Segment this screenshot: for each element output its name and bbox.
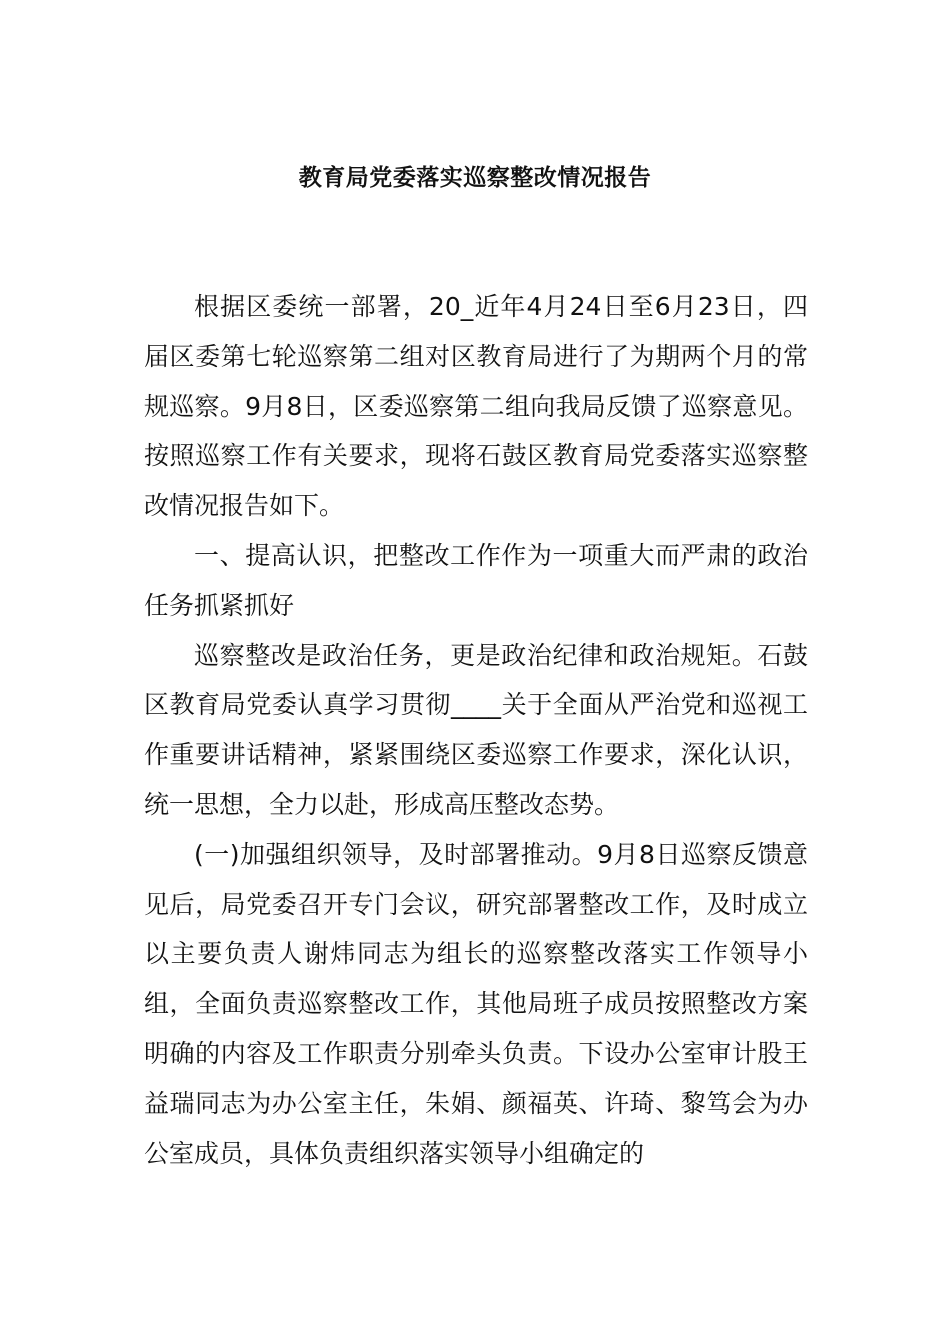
paragraph-section-1: 巡察整改是政治任务，更是政治纪律和政治规矩。石鼓区教育局党委认真学习贯彻____关于全面从严治党和巡视工作重要讲话精神，紧紧围绕区委巡察工作要求，深化认识，统一思想，全力以赴，形成高压整改态势。 xyxy=(144,640,808,819)
section-heading-1: 一、提高认识，把整改工作作为一项重大而严肃的政治任务抓紧抓好 xyxy=(144,540,808,620)
document-body xyxy=(144,282,808,1178)
paragraph-intro: 根据区委统一部署，20_近年4月24日至6月23日，四届区委第七轮巡察第二组对区教育局进行了为期两个月的常规巡察。9月8日，区委巡察第二组向我局反馈了巡察意见。按照巡察工作有关要求，现将石鼓区教育局党委落实巡察整改情况报告如下。 xyxy=(144,292,808,521)
paragraph-subsection-1: (一)加强组织领导，及时部署推动。9月8日巡察反馈意见后，局党委召开专门会议，研究部署整改工作，及时成立以主要负责人谢炜同志为组长的巡察整改落实工作领导小组，全面负责巡察整改工作，其他局班子成员按照整改方案明确的内容及工作职责分别牵头负责。下设办公室审计股王益瑞同志为办公室主任，朱娟、颜福英、许琦、黎笃会为办公室成员，具体负责组织落实领导小组确定的 xyxy=(144,839,808,1168)
document-title: 教育局党委落实巡察整改情况报告 xyxy=(298,165,652,191)
